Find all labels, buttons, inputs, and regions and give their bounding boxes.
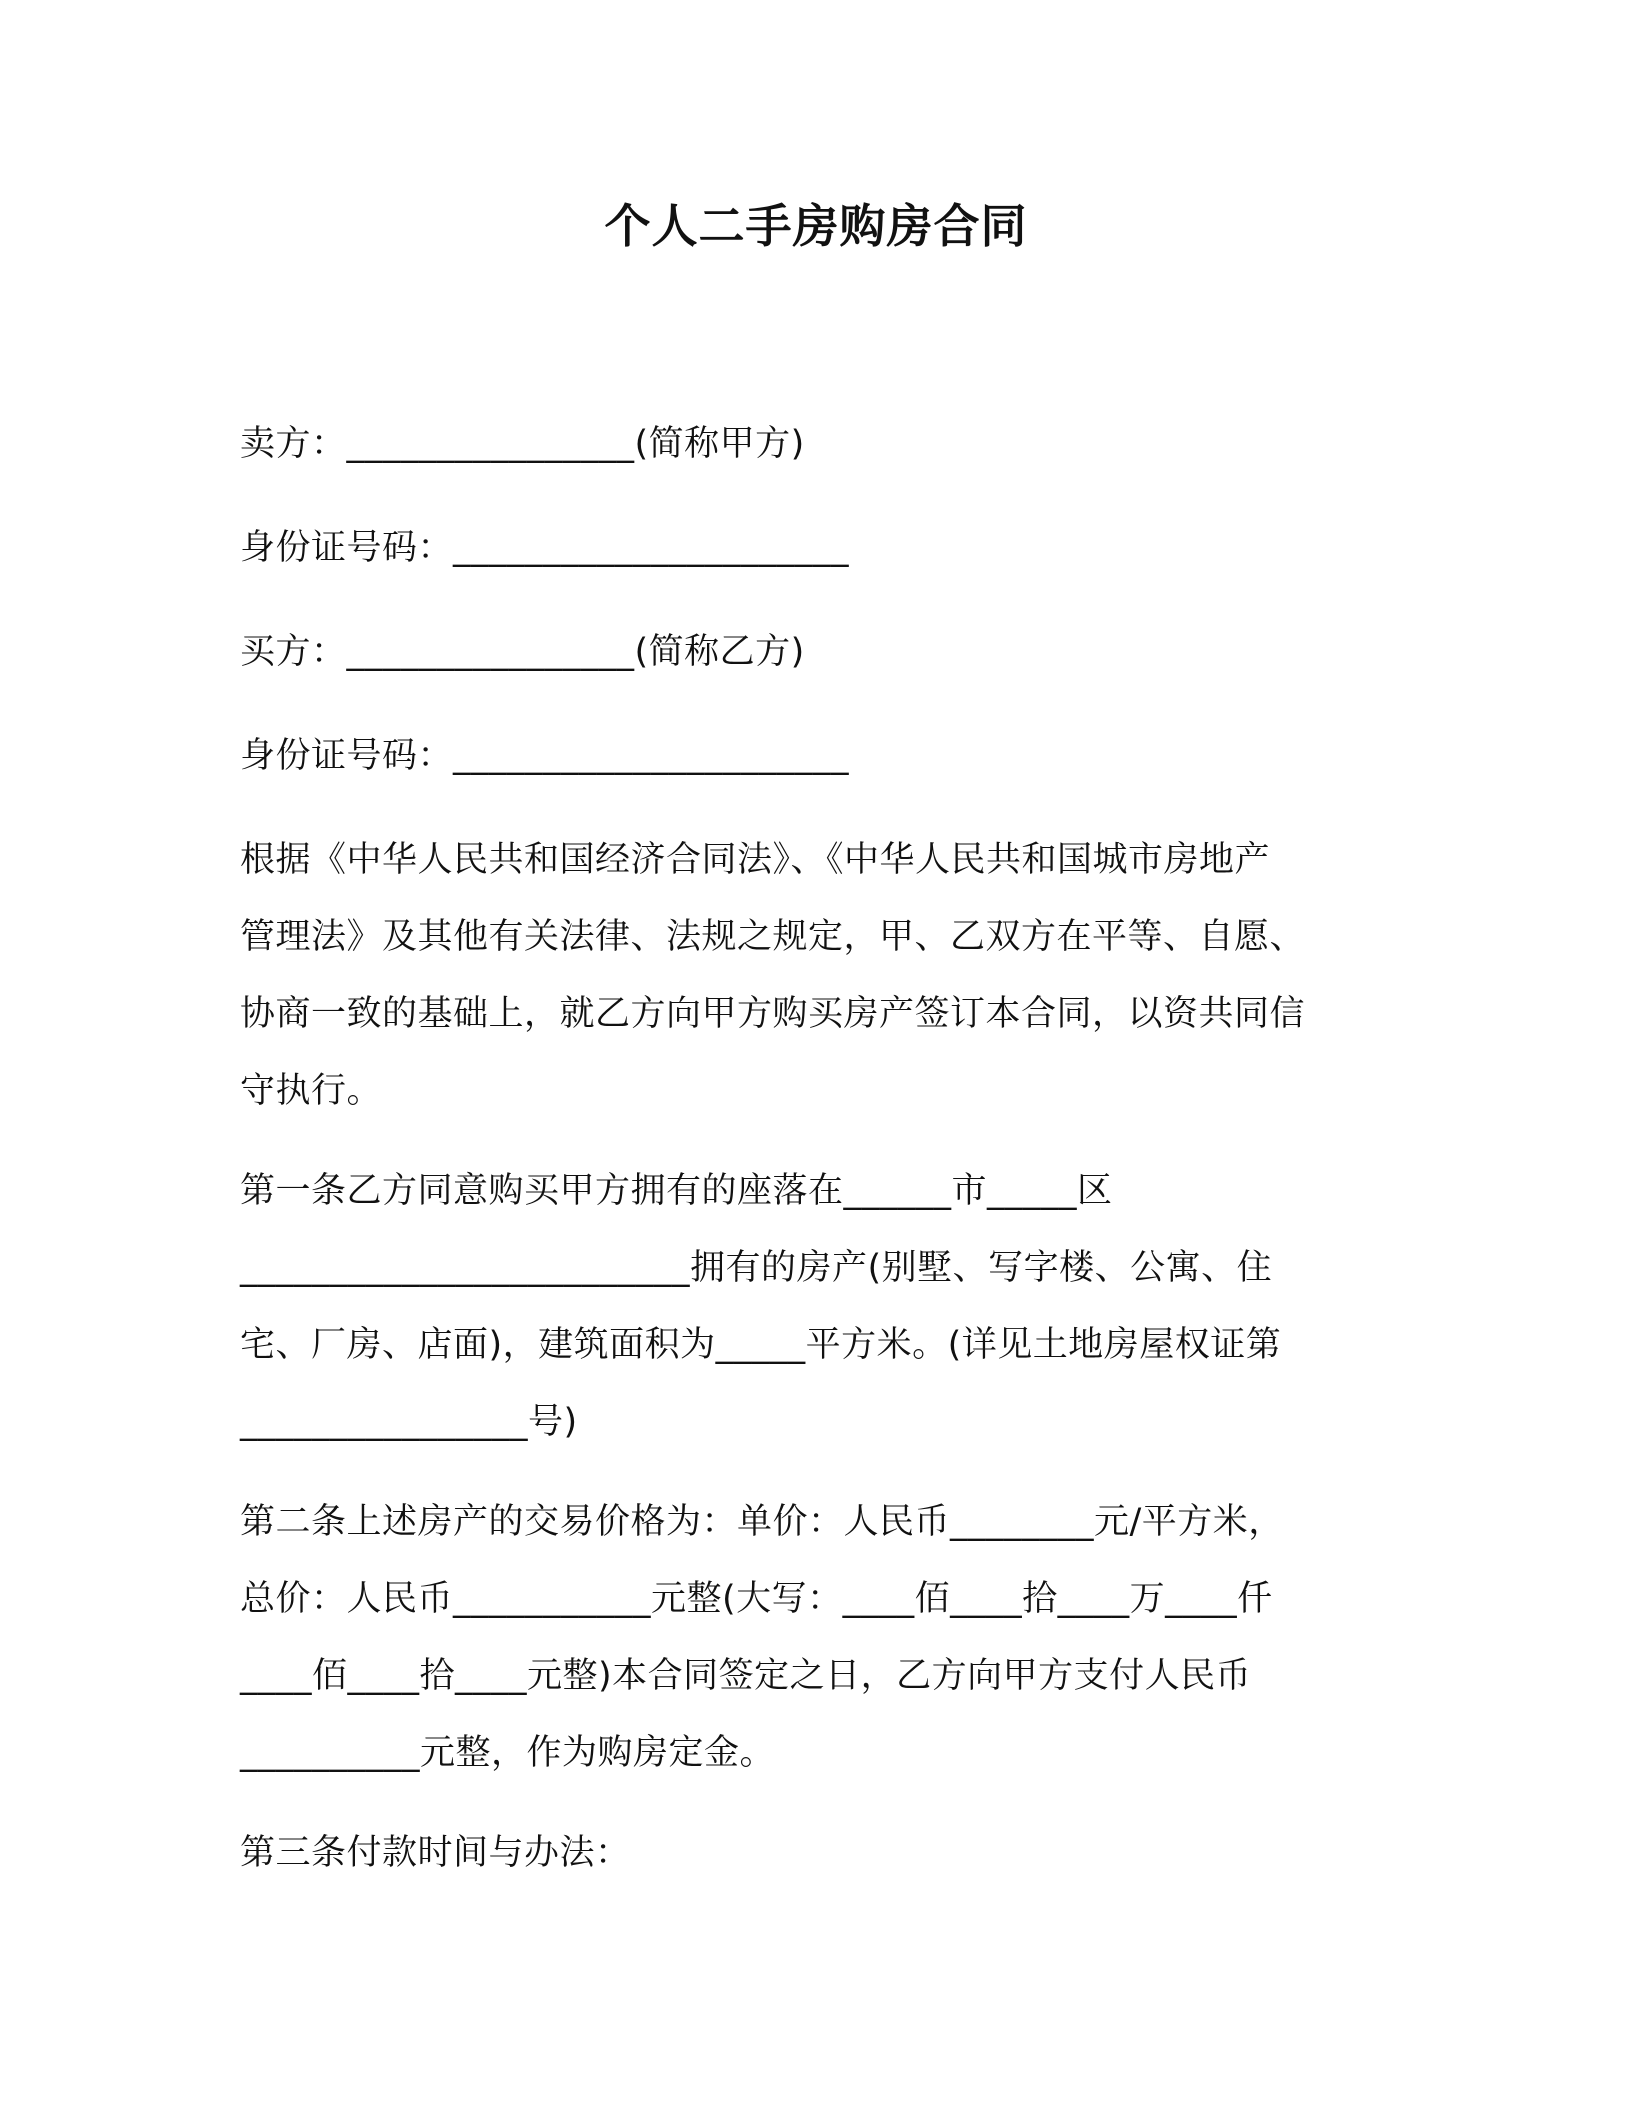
buyer-id-line: 身份证号码：______________________ xyxy=(240,736,850,776)
article-1-line-1: 第一条乙方同意购买甲方拥有的座落在______市_____区 xyxy=(240,1171,1113,1211)
buyer-line: 买方：________________(简称乙方) xyxy=(240,632,805,672)
preamble-line-1: 根据《中华人民共和国经济合同法》、《中华人民共和国城市房地产 xyxy=(240,840,1271,880)
article-2-line-1: 第二条上述房产的交易价格为：单价：人民币________元/平方米， xyxy=(240,1502,1284,1542)
preamble-line-2: 管理法》及其他有关法律、法规之规定，甲、乙双方在平等、自愿、 xyxy=(240,917,1306,957)
preamble-line-3: 协商一致的基础上，就乙方向甲方购买房产签订本合同，以资共同信 xyxy=(240,994,1306,1034)
article-1-line-3: 宅、厂房、店面)，建筑面积为_____平方米。(详见土地房屋权证第 xyxy=(240,1325,1282,1365)
document-title: 个人二手房购房合同 xyxy=(604,199,1028,253)
article-3-heading: 第三条付款时间与办法： xyxy=(240,1833,631,1873)
seller-line: 卖方：________________(简称甲方) xyxy=(240,424,805,464)
seller-id-line: 身份证号码：______________________ xyxy=(240,528,850,568)
article-1-line-2: _________________________拥有的房产(别墅、写字楼、公寓、住 xyxy=(240,1248,1273,1288)
article-2-line-2: 总价：人民币___________元整(大写：____佰____拾____万____仟 xyxy=(240,1579,1273,1619)
preamble-line-4: 守执行。 xyxy=(240,1071,383,1111)
article-1-line-4: ________________号) xyxy=(240,1402,578,1442)
article-2-line-4: __________元整，作为购房定金。 xyxy=(240,1733,776,1773)
article-2-line-3: ____佰____拾____元整)本合同签定之日，乙方向甲方支付人民币 xyxy=(240,1656,1252,1696)
